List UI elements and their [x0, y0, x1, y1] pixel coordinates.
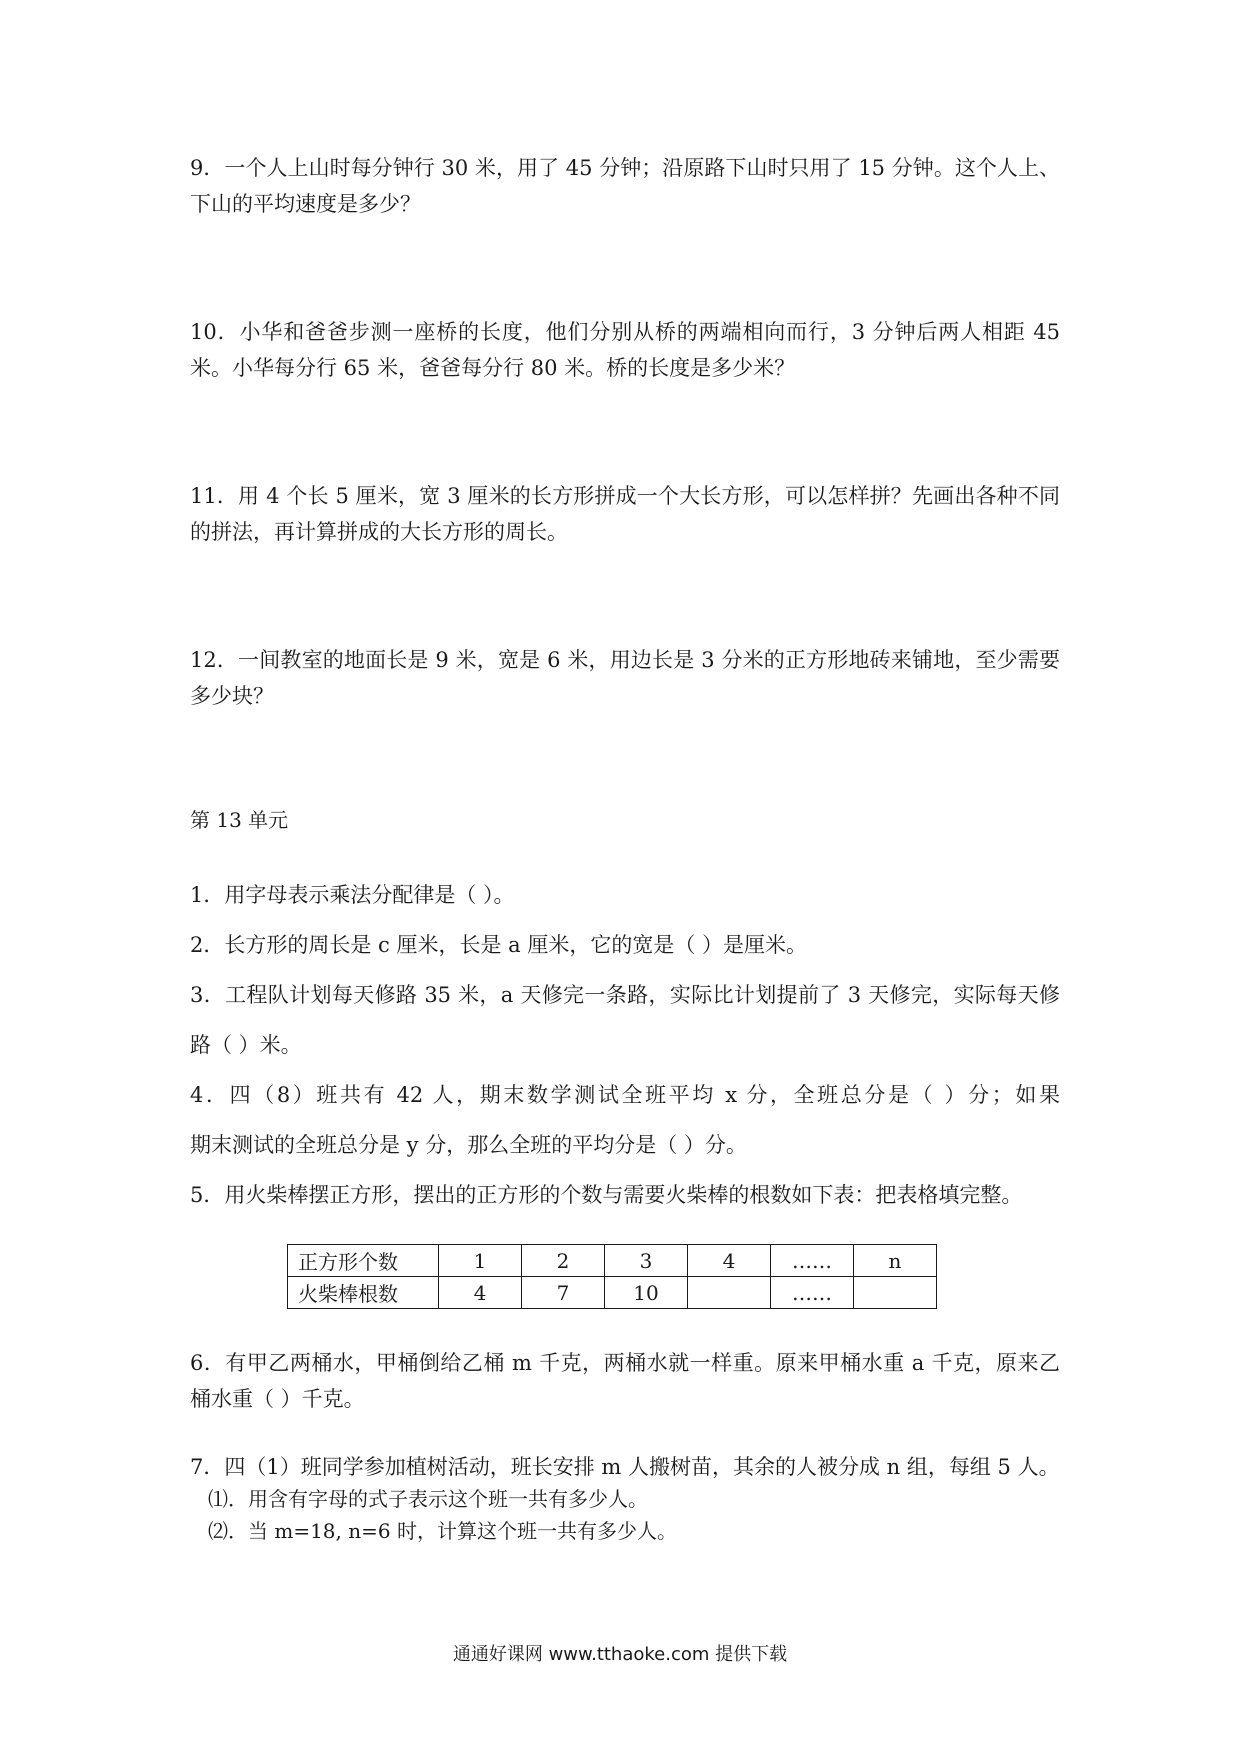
table-row [288, 1245, 937, 1277]
line-u13-q4-2: 期末测试的全班总分是 y 分，那么全班的平均分是（ ）分。 [190, 1133, 747, 1157]
line-u13-q5: 5．用火柴棒摆正方形，摆出的正方形的个数与需要火柴棒的根数如下表：把表格填完整。 [190, 1183, 1023, 1207]
table-cell [688, 1277, 771, 1309]
table-cell: 1 [439, 1245, 522, 1277]
line-q11-1: 11．用 4 个长 5 厘米，宽 3 厘米的长方形拼成一个大长方形，可以怎样拼？先画出各种不同 [190, 484, 1060, 508]
line-q9-1: 9．一个人上山时每分钟行 30 米，用了 45 分钟；沿原路下山时只用了 15 分钟。这个人上、 [190, 156, 1060, 180]
table-cell: …… [771, 1245, 854, 1277]
table-cell: n [854, 1245, 937, 1277]
table-cell: 火柴棒根数 [288, 1277, 439, 1309]
table-cell [854, 1277, 937, 1309]
table-cell: 正方形个数 [288, 1245, 439, 1277]
line-u13-q2: 2．长方形的周长是 c 厘米，长是 a 厘米，它的宽是（ ）是厘米。 [190, 933, 808, 957]
table-cell: 4 [688, 1245, 771, 1277]
table-cell: …… [771, 1277, 854, 1309]
line-u13-q7-sub2: ⑵．当 m=18, n=6 时，计算这个班一共有多少人。 [208, 1519, 677, 1543]
line-u13-q4-1: 4．四（8）班共有 42 人，期末数学测试全班平均 x 分，全班总分是（ ）分；如果 [190, 1083, 1060, 1107]
line-q10-2: 米。小华每分行 65 米，爸爸每分行 80 米。桥的长度是多少米？ [190, 356, 796, 380]
table-cell: 3 [605, 1245, 688, 1277]
line-u13-q7-sub1: ⑴．用含有字母的式子表示这个班一共有多少人。 [208, 1487, 648, 1511]
line-u13-q7: 7．四（1）班同学参加植树活动，班长安排 m 人搬树苗，其余的人被分成 n 组，每组 5 人。 [190, 1455, 1060, 1479]
table-row [288, 1277, 937, 1309]
line-q9-2: 下山的平均速度是多少？ [190, 192, 421, 216]
table-cell: 10 [605, 1277, 688, 1309]
line-q12-1: 12．一间教室的地面长是 9 米，宽是 6 米，用边长是 3 分米的正方形地砖来铺地，至少需要 [190, 648, 1060, 672]
page-footer: 通通好课网 www.tthaoke.com 提供下载 [452, 1644, 788, 1665]
line-q11-2: 的拼法，再计算拼成的大长方形的周长。 [190, 520, 568, 544]
section-title: 第 13 单元 [190, 808, 289, 832]
line-u13-q3-1: 3．工程队计划每天修路 35 米，a 天修完一条路，实际比计划提前了 3 天修完，实际每天修 [190, 983, 1060, 1007]
line-u13-q1: 1．用字母表示乘法分配律是（ ）。 [190, 883, 515, 907]
line-u13-q3-2: 路（ ）米。 [190, 1033, 302, 1057]
table-cell: 2 [522, 1245, 605, 1277]
table-cell: 7 [522, 1277, 605, 1309]
line-u13-q6-1: 6．有甲乙两桶水，甲桶倒给乙桶 m 千克，两桶水就一样重。原来甲桶水重 a 千克，原来乙 [190, 1351, 1060, 1375]
matchstick-table [287, 1244, 937, 1309]
line-q10-1: 10．小华和爸爸步测一座桥的长度，他们分别从桥的两端相向而行，3 分钟后两人相距 45 [190, 320, 1060, 344]
line-q12-2: 多少块？ [190, 684, 274, 708]
table-cell: 4 [439, 1277, 522, 1309]
line-u13-q6-2: 桶水重（ ）千克。 [190, 1387, 365, 1411]
